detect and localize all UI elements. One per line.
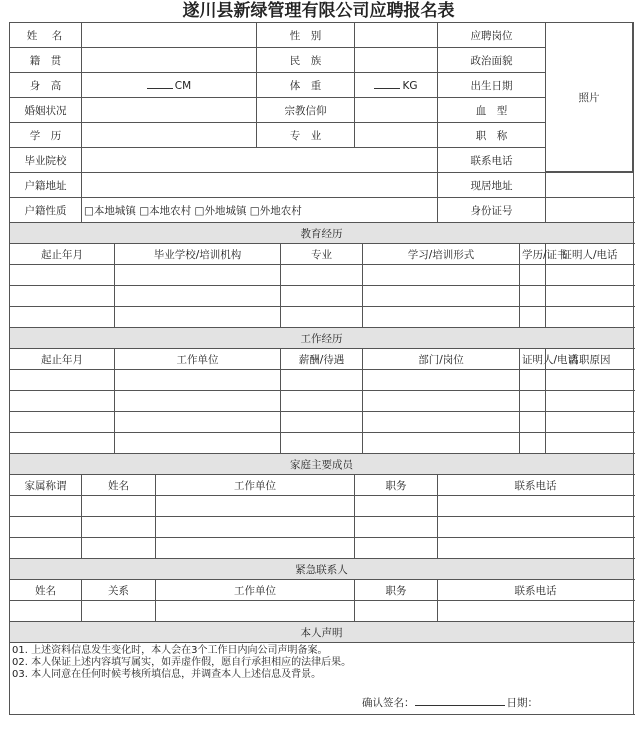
cell[interactable] [520,286,546,307]
cell[interactable] [281,433,363,454]
school-field[interactable] [82,148,438,173]
name-label: 姓 名 [10,23,82,48]
cell[interactable] [281,265,363,286]
cell[interactable] [156,517,355,538]
weight-unit: KG [402,79,418,92]
marital-label: 婚姻状况 [10,98,82,123]
political-label: 政治面貌 [438,48,546,73]
cell[interactable] [281,307,363,328]
signature-field[interactable] [415,695,505,706]
cell[interactable] [115,412,281,433]
table-row [10,412,634,433]
cell[interactable] [355,517,438,538]
emergency-header-title: 职务 [355,580,438,601]
edu-header-period: 起止年月 [10,244,115,265]
current-addr-label: 现居地址 [438,173,546,198]
edu-header-reference: 证明人/电话 [546,244,634,265]
title-label: 职 称 [438,123,546,148]
id-no-field[interactable] [546,198,634,223]
emergency-section-title: 紧急联系人 [10,559,634,580]
work-header-salary: 薪酬/待遇 [281,349,363,370]
photo-box[interactable] [545,22,633,172]
table-row [10,601,634,622]
education-section-title: 教育经历 [10,223,634,244]
cell[interactable] [546,370,634,391]
cell[interactable] [520,307,546,328]
option-outside-rural[interactable]: □外地农村 [249,204,302,217]
hukou-type-label: 户籍性质 [10,198,82,223]
ethnic-label: 民 族 [257,48,355,73]
cell[interactable] [520,412,546,433]
native-label: 籍 贯 [10,48,82,73]
cell[interactable] [156,538,355,559]
native-field[interactable] [82,48,257,73]
cell[interactable] [363,391,520,412]
cell[interactable] [355,601,438,622]
cell[interactable] [438,538,634,559]
marital-field[interactable] [82,98,257,123]
height-label: 身 高 [10,73,82,98]
phone-label: 联系电话 [438,148,546,173]
cell[interactable] [10,538,82,559]
cell[interactable] [355,538,438,559]
cell[interactable] [355,496,438,517]
cell[interactable] [10,601,82,622]
weight-field[interactable] [355,73,438,98]
religion-field[interactable] [355,98,438,123]
major-label: 专 业 [257,123,355,148]
cell[interactable] [546,307,634,328]
id-no-label: 身份证号 [438,198,546,223]
cell[interactable] [156,601,355,622]
emergency-header-name: 姓名 [10,580,82,601]
cell[interactable] [546,391,634,412]
table-row [10,265,634,286]
cell[interactable] [115,391,281,412]
declaration-title: 本人声明 [10,622,634,643]
cell[interactable] [281,412,363,433]
sign-label: 确认签名： [362,697,415,709]
cell[interactable] [363,307,520,328]
height-unit: CM [174,79,192,92]
cell[interactable] [10,370,115,391]
cell[interactable] [363,412,520,433]
gender-label: 性 别 [257,23,355,48]
cell[interactable] [156,496,355,517]
height-field[interactable] [82,73,257,98]
option-outside-urban[interactable]: □外地城镇 [194,204,247,217]
position-label: 应聘岗位 [438,23,546,48]
cell[interactable] [10,391,115,412]
edu-header-school: 毕业学校/培训机构 [115,244,281,265]
declaration-line-2: 02. 本人保证上述内容填写属实，如弄虚作假，愿自行承担相应的法律后果。 [12,657,352,668]
table-row [10,517,634,538]
work-header-company: 工作单位 [115,349,281,370]
cell[interactable] [10,412,115,433]
form-title: 遂川县新绿管理有限公司应聘报名表 [182,1,455,21]
ethnic-field[interactable] [355,48,438,73]
option-local-rural[interactable]: □本地农村 [139,204,192,217]
emergency-header-relation: 关系 [82,580,156,601]
hukou-addr-label: 户籍地址 [10,173,82,198]
current-addr-field[interactable] [546,173,634,198]
declaration-line-1: 01. 上述资料信息发生变化时，本人会在3个工作日内向公司声明备案。 [12,645,328,656]
cell[interactable] [115,370,281,391]
cell[interactable] [363,370,520,391]
cell[interactable] [10,307,115,328]
religion-label: 宗教信仰 [257,98,355,123]
cell[interactable] [520,433,546,454]
table-row [10,391,634,412]
edu-header-degree: 学历/证书 [520,244,546,265]
cell[interactable] [115,433,281,454]
cell[interactable] [82,496,156,517]
work-header-reference: 证明人/电话 [520,349,546,370]
edu-header-major: 专业 [281,244,363,265]
cell[interactable] [82,517,156,538]
family-section-title: 家庭主要成员 [10,454,634,475]
table-row [10,307,634,328]
school-label: 毕业院校 [10,148,82,173]
cell[interactable] [546,286,634,307]
hukou-type-options [82,198,438,223]
table-row [10,286,634,307]
cell[interactable] [363,433,520,454]
cell[interactable] [82,601,156,622]
signature-area [362,695,538,710]
emergency-header-phone: 联系电话 [438,580,634,601]
cell[interactable] [10,496,82,517]
application-form-table [9,22,634,715]
work-header-period: 起止年月 [10,349,115,370]
education-field[interactable] [82,123,257,148]
cell[interactable] [281,370,363,391]
cell[interactable] [546,412,634,433]
work-header-dept: 部门/岗位 [363,349,520,370]
table-row [10,370,634,391]
cell[interactable] [546,265,634,286]
cell[interactable] [281,391,363,412]
family-header-company: 工作单位 [156,475,355,496]
edu-header-form: 学习/培训形式 [363,244,520,265]
family-header-phone: 联系电话 [438,475,634,496]
cell[interactable] [115,265,281,286]
option-local-urban[interactable]: □本地城镇 [84,204,136,217]
cell[interactable] [115,307,281,328]
cell[interactable] [520,370,546,391]
cell[interactable] [520,265,546,286]
cell[interactable] [363,265,520,286]
cell[interactable] [438,601,634,622]
cell[interactable] [281,286,363,307]
table-row [10,496,634,517]
table-row [10,538,634,559]
education-label: 学 历 [10,123,82,148]
cell[interactable] [546,433,634,454]
cell[interactable] [115,286,281,307]
emergency-header-company: 工作单位 [156,580,355,601]
work-section-title: 工作经历 [10,328,634,349]
name-field[interactable] [82,23,257,48]
cell[interactable] [438,496,634,517]
family-header-title: 职务 [355,475,438,496]
birth-label: 出生日期 [438,73,546,98]
cell[interactable] [363,286,520,307]
weight-label: 体 重 [257,73,355,98]
cell[interactable] [82,538,156,559]
cell[interactable] [520,391,546,412]
family-header-name: 姓名 [82,475,156,496]
major-field[interactable] [355,123,438,148]
cell[interactable] [10,286,115,307]
declaration-body [10,643,634,715]
cell[interactable] [10,265,115,286]
date-label: 日期： [506,697,538,709]
cell[interactable] [10,517,82,538]
cell[interactable] [438,517,634,538]
blood-label: 血 型 [438,98,546,123]
photo-label: 照片 [578,91,600,104]
family-header-relation: 家属称谓 [10,475,82,496]
table-row [10,433,634,454]
cell[interactable] [10,433,115,454]
declaration-line-3: 03. 本人同意在任何时候考核所填信息，并调查本人上述信息及背景。 [12,669,322,680]
hukou-addr-field[interactable] [82,173,438,198]
work-header-reason: 离职原因 [546,349,634,370]
gender-field[interactable] [355,23,438,48]
